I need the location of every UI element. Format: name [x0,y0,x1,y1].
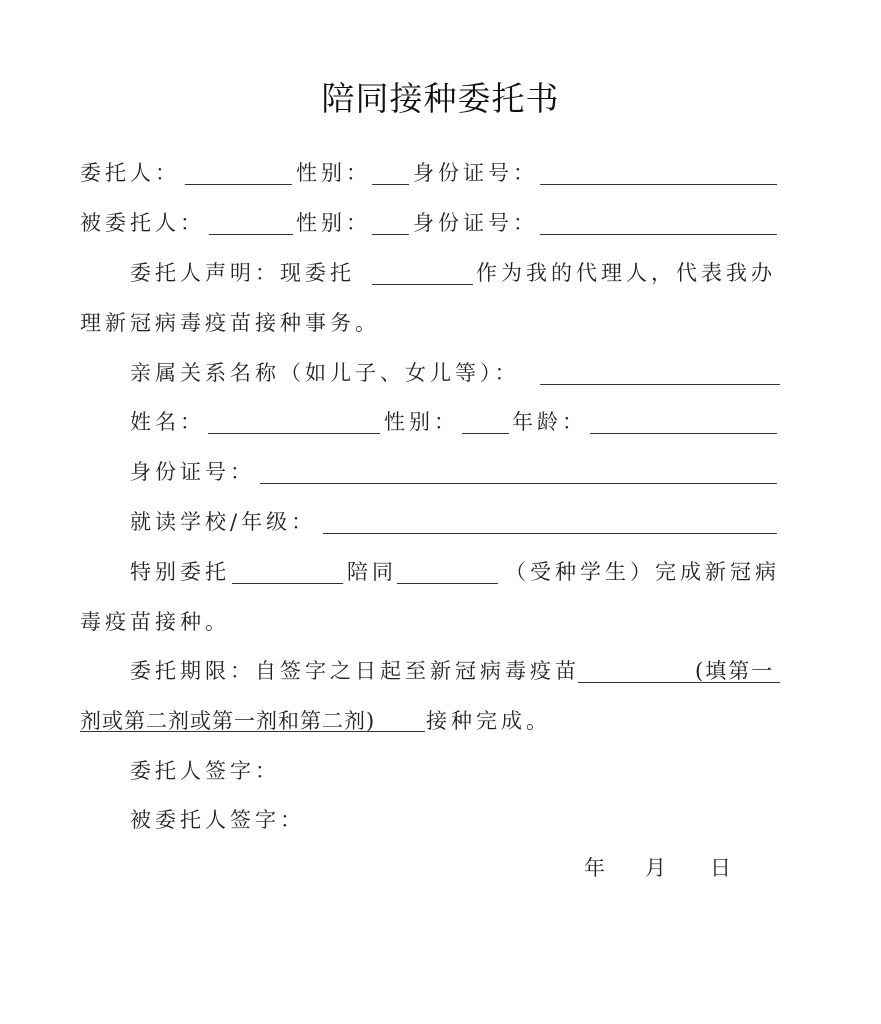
school-label: 就读学校/年级： [130,510,317,534]
delegate-blank[interactable] [232,583,343,584]
student-id-blank[interactable] [260,483,777,484]
agent-name-blank[interactable] [209,234,293,235]
date-year: 年 [584,856,609,880]
principal-signature-label: 委托人签字： [130,759,280,783]
special-delegation-label: 特别委托 [130,560,230,584]
dose-options: 剂或第二剂或第一剂和第二剂) [80,709,376,733]
principal-gender-label: 性别： [296,161,371,185]
student-blank[interactable] [397,583,498,584]
student-age-label: 年龄： [512,410,587,434]
principal-name-blank[interactable] [185,184,292,185]
date-month: 月 [645,856,670,880]
agent-id-label: 身份证号： [413,211,538,235]
dose-hint: (填第一 [695,659,775,683]
declaration-text-cont: 作为我的代理人，代表我办 [476,261,776,285]
relationship-blank[interactable] [540,384,780,385]
student-name-blank[interactable] [208,433,380,434]
student-gender-blank[interactable] [462,433,509,434]
agent-signature-label: 被委托人签字： [130,808,305,832]
delegate-name-blank[interactable] [372,284,473,285]
student-name-label: 姓名： [130,410,205,434]
term-label: 委托期限：自签字之日起至新冠病毒疫苗 [130,659,580,683]
special-delegation-text: （受种学生）完成新冠病 [505,560,780,584]
principal-id-blank[interactable] [540,184,777,185]
declaration-text-end: 理新冠病毒疫苗接种事务。 [80,311,380,335]
term-text-end: 接种完成。 [426,709,551,733]
agent-gender-blank[interactable] [372,234,409,235]
student-gender-label: 性别： [384,410,459,434]
accompany-label: 陪同 [347,560,397,584]
student-id-label: 身份证号： [130,460,255,484]
declaration-text: 委托人声明：现委托 [130,261,355,285]
agent-label: 被委托人： [80,211,205,235]
principal-label: 委托人： [80,161,180,185]
agent-gender-label: 性别： [296,211,371,235]
school-blank[interactable] [323,533,777,534]
relationship-label: 亲属关系名称（如儿子、女儿等）： [130,361,520,385]
principal-gender-blank[interactable] [372,184,409,185]
date-day: 日 [710,856,735,880]
agent-id-blank[interactable] [540,234,777,235]
student-age-blank[interactable] [590,433,777,434]
special-delegation-text-end: 毒疫苗接种。 [80,610,230,634]
document-title: 陪同接种委托书 [321,79,560,118]
dose-options-underline [80,731,425,732]
principal-id-label: 身份证号： [413,161,538,185]
